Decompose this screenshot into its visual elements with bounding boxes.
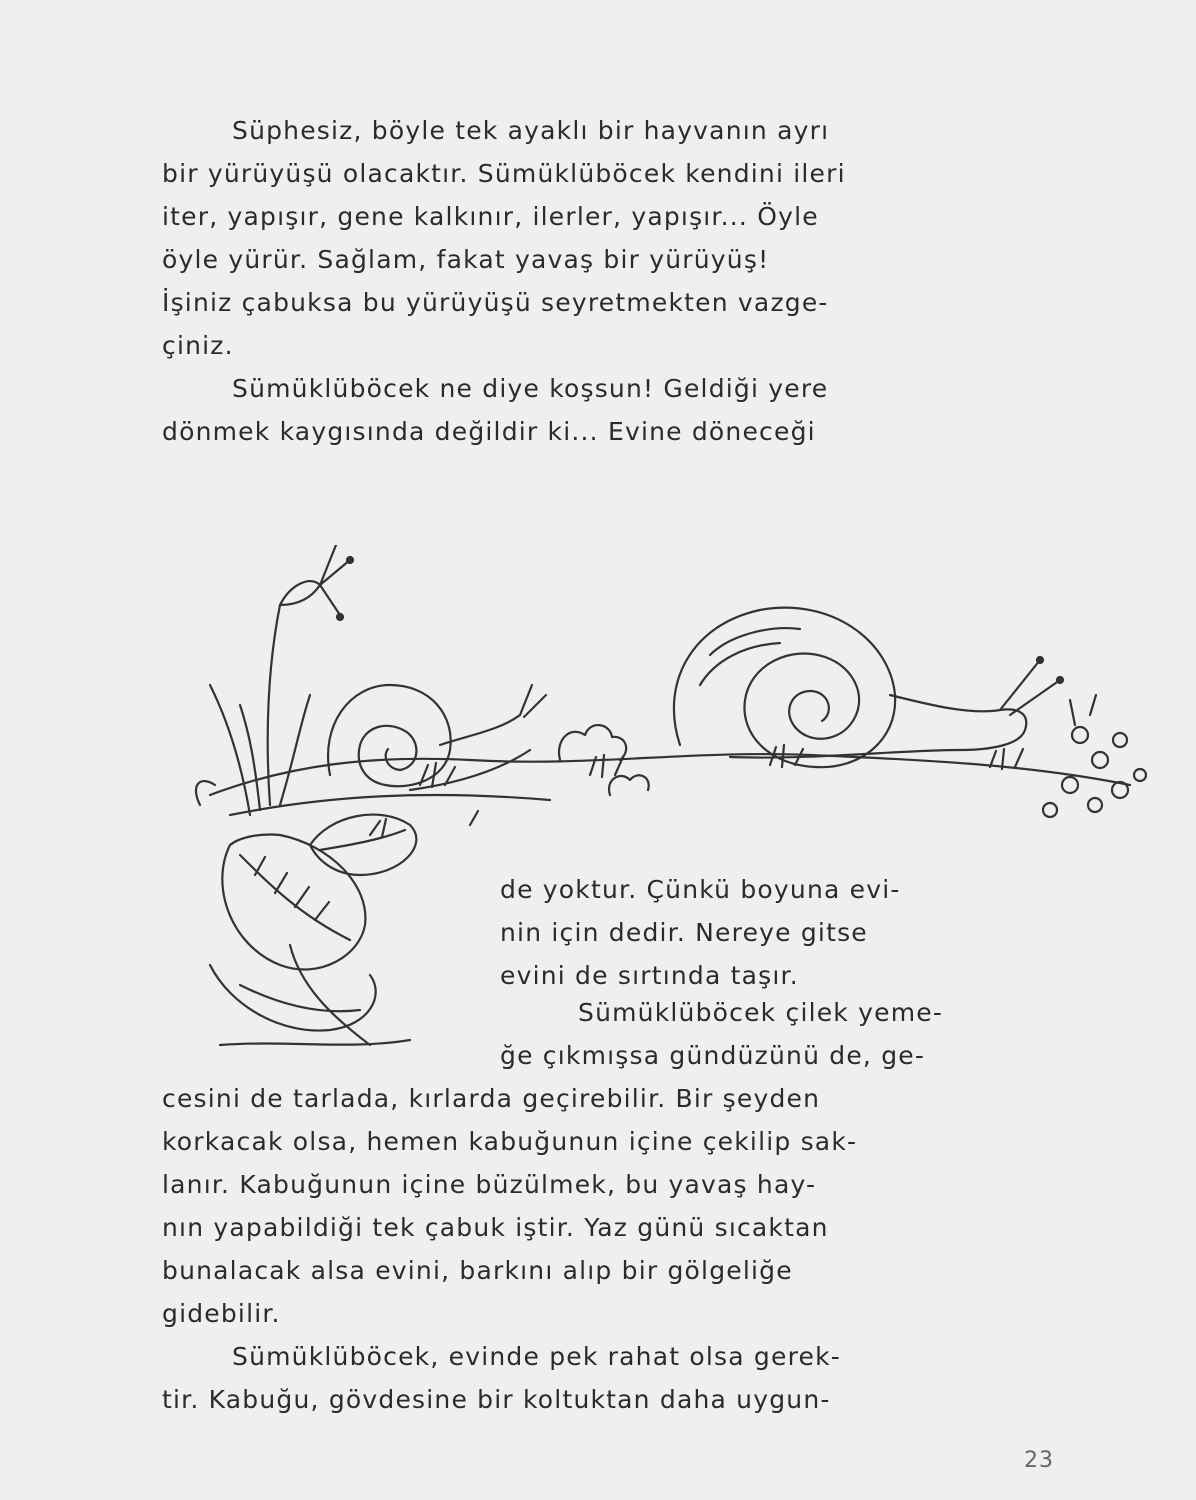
text-line: iter, yapışır, gene kalkınır, ilerler, yapışır... Öyle bbox=[162, 202, 819, 231]
text-line: Sümüklüböcek çilek yeme- bbox=[578, 998, 944, 1027]
text-line: evini de sırtında taşır. bbox=[500, 961, 799, 990]
page-number: 23 bbox=[1024, 1448, 1054, 1473]
text-line: gidebilir. bbox=[162, 1299, 281, 1328]
flower-cluster bbox=[1043, 695, 1146, 817]
text-line: öyle yürür. Sağlam, fakat yavaş bir yürüyüş! bbox=[162, 245, 770, 274]
text-line: bir yürüyüşü olacaktır. Sümüklüböcek kendini ileri bbox=[162, 159, 846, 188]
text-line: Süphesiz, böyle tek ayaklı bir hayvanın ayrı bbox=[232, 116, 830, 145]
text-line: cesini de tarlada, kırlarda geçirebilir. Bir şeyden bbox=[162, 1084, 821, 1113]
text-line: çiniz. bbox=[162, 331, 234, 360]
text-line: de yoktur. Çünkü boyuna evi- bbox=[500, 875, 901, 904]
text-line: tir. Kabuğu, gövdesine bir koltuktan daha uygun- bbox=[162, 1385, 831, 1414]
text-line: nin için dedir. Nereye gitse bbox=[500, 918, 868, 947]
text-line: Sümüklüböcek, evinde pek rahat olsa gerek- bbox=[232, 1342, 841, 1371]
text-line: Sümüklüböcek ne diye koşsun! Geldiği yere bbox=[232, 374, 829, 403]
text-line: ğe çıkmışsa gündüzünü de, ge- bbox=[500, 1041, 926, 1070]
text-line: dönmek kaygısında değildir ki... Evine döneceği bbox=[162, 417, 816, 446]
text-line: bunalacak alsa evini, barkını alıp bir gölgeliğe bbox=[162, 1256, 793, 1285]
text-line: korkacak olsa, hemen kabuğunun içine çekilip sak- bbox=[162, 1127, 858, 1156]
text-line: İşiniz çabuksa bu yürüyüşü seyretmekten vazge- bbox=[162, 288, 829, 317]
text-line: lanır. Kabuğunun içine büzülmek, bu yavaş hay- bbox=[162, 1170, 817, 1199]
text-line: nın yapabildiği tek çabuk iştir. Yaz günü sıcaktan bbox=[162, 1213, 829, 1242]
snail-illustration bbox=[170, 545, 1160, 1075]
